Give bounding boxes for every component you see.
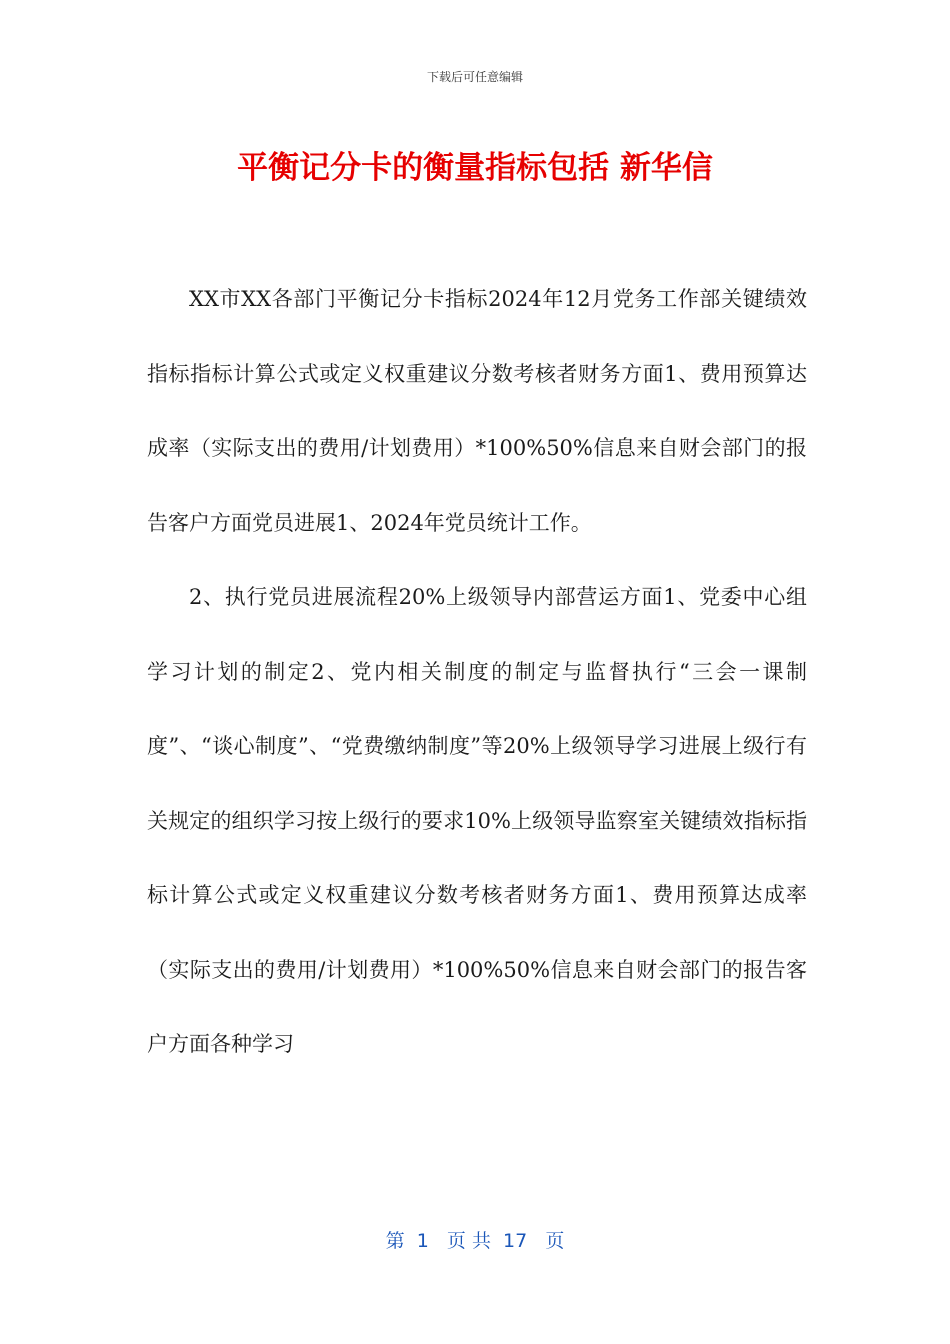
document-title: 平衡记分卡的衡量指标包括 新华信 — [237, 150, 713, 186]
document-body — [147, 262, 807, 1082]
body-paragraph-1: XX市XX各部门平衡记分卡指标2024年12月党务工作部关键绩效指标指标计算公式或定义权重建议分数考核者财务方面1、费用预算达成率（实际支出的费用/计划费用）*100%50%信息来自财会部门的报告客户方面党员进展1、2024年党员统计工作。 — [147, 287, 807, 535]
page-footer: 第 1 页 共 17 页 — [385, 1230, 565, 1252]
body-paragraph-2: 2、执行党员进展流程20%上级领导内部营运方面1、党委中心组学习计划的制定2、党内相关制度的制定与监督执行“三会一课制度”、“谈心制度”、“党费缴纳制度”等20%上级领导学习进展上级行有关规定的组织学习按上级行的要求10%上级领导监察室关键绩效指标指标计算公式或定义权重建议分数考核者财务方面1、费用预算达成率（实际支出的费用/计划费用）*100%50%信息来自财会部门的报告客户方面各种学习 — [147, 585, 807, 1056]
header-note: 下载后可任意编辑 — [426, 70, 523, 84]
